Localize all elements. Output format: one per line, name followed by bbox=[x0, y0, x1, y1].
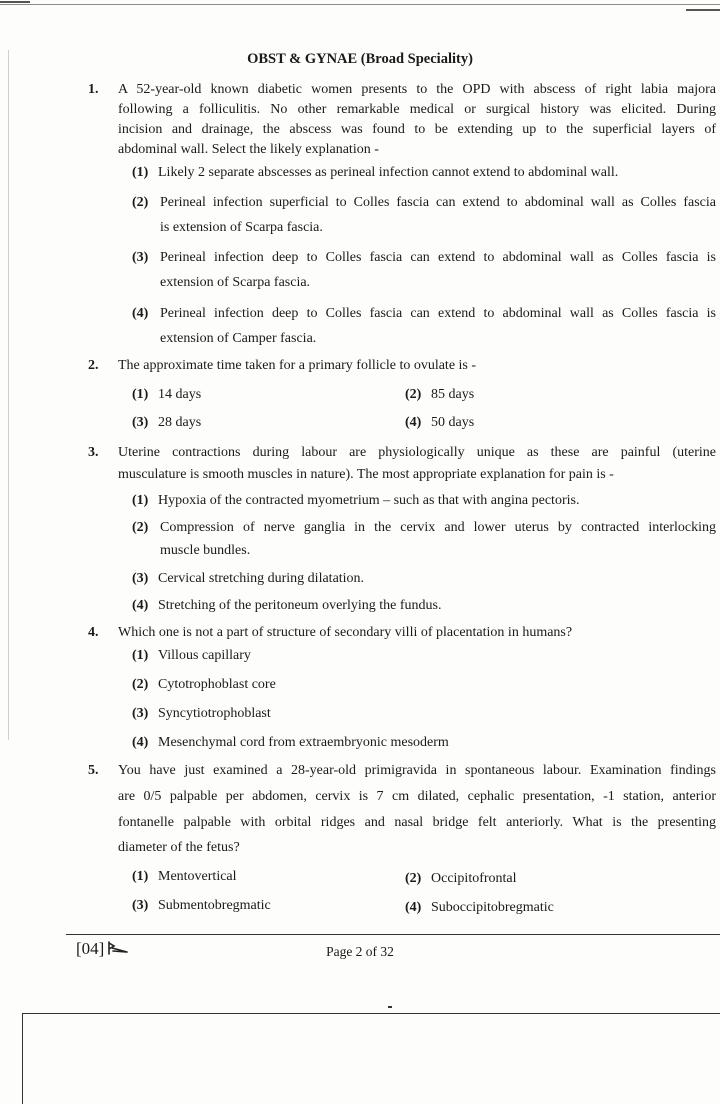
option[interactable] bbox=[405, 385, 705, 405]
scan-mark-top-right bbox=[686, 9, 720, 11]
option[interactable] bbox=[132, 646, 716, 666]
option-text: 28 days bbox=[158, 415, 202, 430]
option-text: 50 days bbox=[431, 415, 475, 430]
option[interactable] bbox=[132, 596, 716, 616]
option[interactable] bbox=[405, 413, 705, 433]
option-text-line: Perineal infection superficial to Colles fascia can extend to abdominal wall as Colles fascia bbox=[160, 195, 716, 210]
footer-rule bbox=[66, 934, 720, 935]
option-number: (3) bbox=[132, 415, 149, 430]
option-text: Hypoxia of the contracted myometrium – such as that with angina pectoris. bbox=[158, 493, 580, 508]
question-number: 3. bbox=[88, 445, 99, 460]
option-number: (2) bbox=[405, 871, 422, 886]
top-rule bbox=[0, 4, 720, 5]
option[interactable] bbox=[132, 675, 716, 695]
option-number: (3) bbox=[132, 571, 149, 586]
option-text: Mesenchymal cord from extraembryonic mesoderm bbox=[158, 735, 449, 750]
question-text-line: Which one is not a part of structure of secondary villi of placentation in humans? bbox=[118, 625, 573, 640]
option-text: 14 days bbox=[158, 387, 202, 402]
option-text-line: Compression of nerve ganglia in the cervix and lower uterus by contracted interlocking bbox=[160, 520, 716, 535]
option-text-line: extension of Camper fascia. bbox=[160, 331, 317, 346]
option-text-line: Perineal infection deep to Colles fascia can extend to abdominal wall as Colles fascia is bbox=[160, 250, 716, 265]
option-number: (3) bbox=[132, 706, 149, 721]
option-text-line: extension of Scarpa fascia. bbox=[160, 275, 311, 290]
option-number: (2) bbox=[405, 387, 422, 402]
option-number: (3) bbox=[132, 898, 149, 913]
option-text-line: Perineal infection deep to Colles fascia can extend to abdominal wall as Colles fascia is bbox=[160, 306, 716, 321]
question-text-line: A 52-year-old known diabetic women presents to the OPD with abscess of right labia majora bbox=[118, 82, 716, 97]
question-text-line: abdominal wall. Select the likely explanation - bbox=[118, 142, 379, 157]
option-number: (1) bbox=[132, 648, 149, 663]
option[interactable] bbox=[132, 491, 716, 511]
question-text-line: musculature is smooth muscles in nature). The most appropriate explanation for pain is - bbox=[118, 467, 614, 482]
option[interactable] bbox=[405, 898, 705, 918]
question-text-line: are 0/5 palpable per abdomen, cervix is 7 cm dilated, cephalic presentation, -1 station, anterior bbox=[118, 789, 716, 804]
option-text: Occipitofrontal bbox=[431, 871, 517, 886]
question-number: 1. bbox=[88, 82, 99, 97]
option-text: Cervical stretching during dilatation. bbox=[158, 571, 365, 586]
option-number: (1) bbox=[132, 493, 149, 508]
footer-code-text: [04] bbox=[76, 939, 105, 958]
option-text-line: is extension of Scarpa fascia. bbox=[160, 220, 323, 235]
option-text: Villous capillary bbox=[158, 648, 251, 663]
option-text: Mentovertical bbox=[158, 869, 237, 884]
option-text: Cytotrophoblast core bbox=[158, 677, 276, 692]
option-text: Syncytiotrophoblast bbox=[158, 706, 271, 721]
option-text: Stretching of the peritoneum overlying the fundus. bbox=[158, 598, 442, 613]
page-number: Page 2 of 32 bbox=[326, 944, 394, 959]
page-title: OBST & GYNAE (Broad Speciality) bbox=[247, 51, 473, 67]
option-text: Submentobregmatic bbox=[158, 898, 271, 913]
option-number: (2) bbox=[132, 195, 149, 210]
scan-mark-bottom bbox=[388, 1006, 392, 1008]
question-number: 2. bbox=[88, 358, 99, 373]
question-text-line: following a folliculitis. No other remarkable medical or surgical history was elicited. During bbox=[118, 102, 716, 117]
question-number: 5. bbox=[88, 763, 99, 778]
option-number: (1) bbox=[132, 869, 149, 884]
question-text-line: incision and drainage, the abscess was found to be extending up to the superficial layers of bbox=[118, 122, 716, 137]
question-text-line: You have just examined a 28-year-old primigravida in spontaneous labour. Examination findings bbox=[118, 763, 716, 778]
option[interactable] bbox=[405, 869, 705, 889]
option-text: Suboccipitobregmatic bbox=[431, 900, 554, 915]
option-number: (1) bbox=[132, 165, 149, 180]
question-text-line: diameter of the fetus? bbox=[118, 840, 240, 855]
option-number: (1) bbox=[132, 387, 149, 402]
option[interactable] bbox=[132, 569, 716, 589]
option[interactable] bbox=[132, 733, 716, 753]
question-number: 4. bbox=[88, 625, 99, 640]
option[interactable] bbox=[132, 163, 716, 183]
question-text-line: fontanelle palpable with orbital ridges and nasal bridge felt anteriorly. What is the presenting bbox=[118, 815, 716, 830]
scan-margin-line bbox=[8, 50, 9, 740]
option-number: (4) bbox=[132, 306, 149, 321]
option-number: (4) bbox=[405, 900, 422, 915]
option[interactable] bbox=[132, 704, 716, 724]
option-number: (4) bbox=[405, 415, 422, 430]
next-page-edge bbox=[22, 1013, 720, 1104]
option-number: (2) bbox=[132, 520, 149, 535]
option-number: (4) bbox=[132, 598, 149, 613]
option-number: (4) bbox=[132, 735, 149, 750]
option-number: (2) bbox=[132, 677, 149, 692]
option-number: (3) bbox=[132, 250, 149, 265]
option-text-line: muscle bundles. bbox=[160, 543, 251, 558]
question-text-line: The approximate time taken for a primary follicle to ovulate is - bbox=[118, 358, 477, 373]
option-text: Likely 2 separate abscesses as perineal infection cannot extend to abdominal wall. bbox=[158, 165, 619, 180]
question-text-line: Uterine contractions during labour are physiologically unique as these are painful (uterine bbox=[118, 445, 716, 460]
scan-mark-top-left bbox=[0, 1, 30, 3]
option-text: 85 days bbox=[431, 387, 475, 402]
